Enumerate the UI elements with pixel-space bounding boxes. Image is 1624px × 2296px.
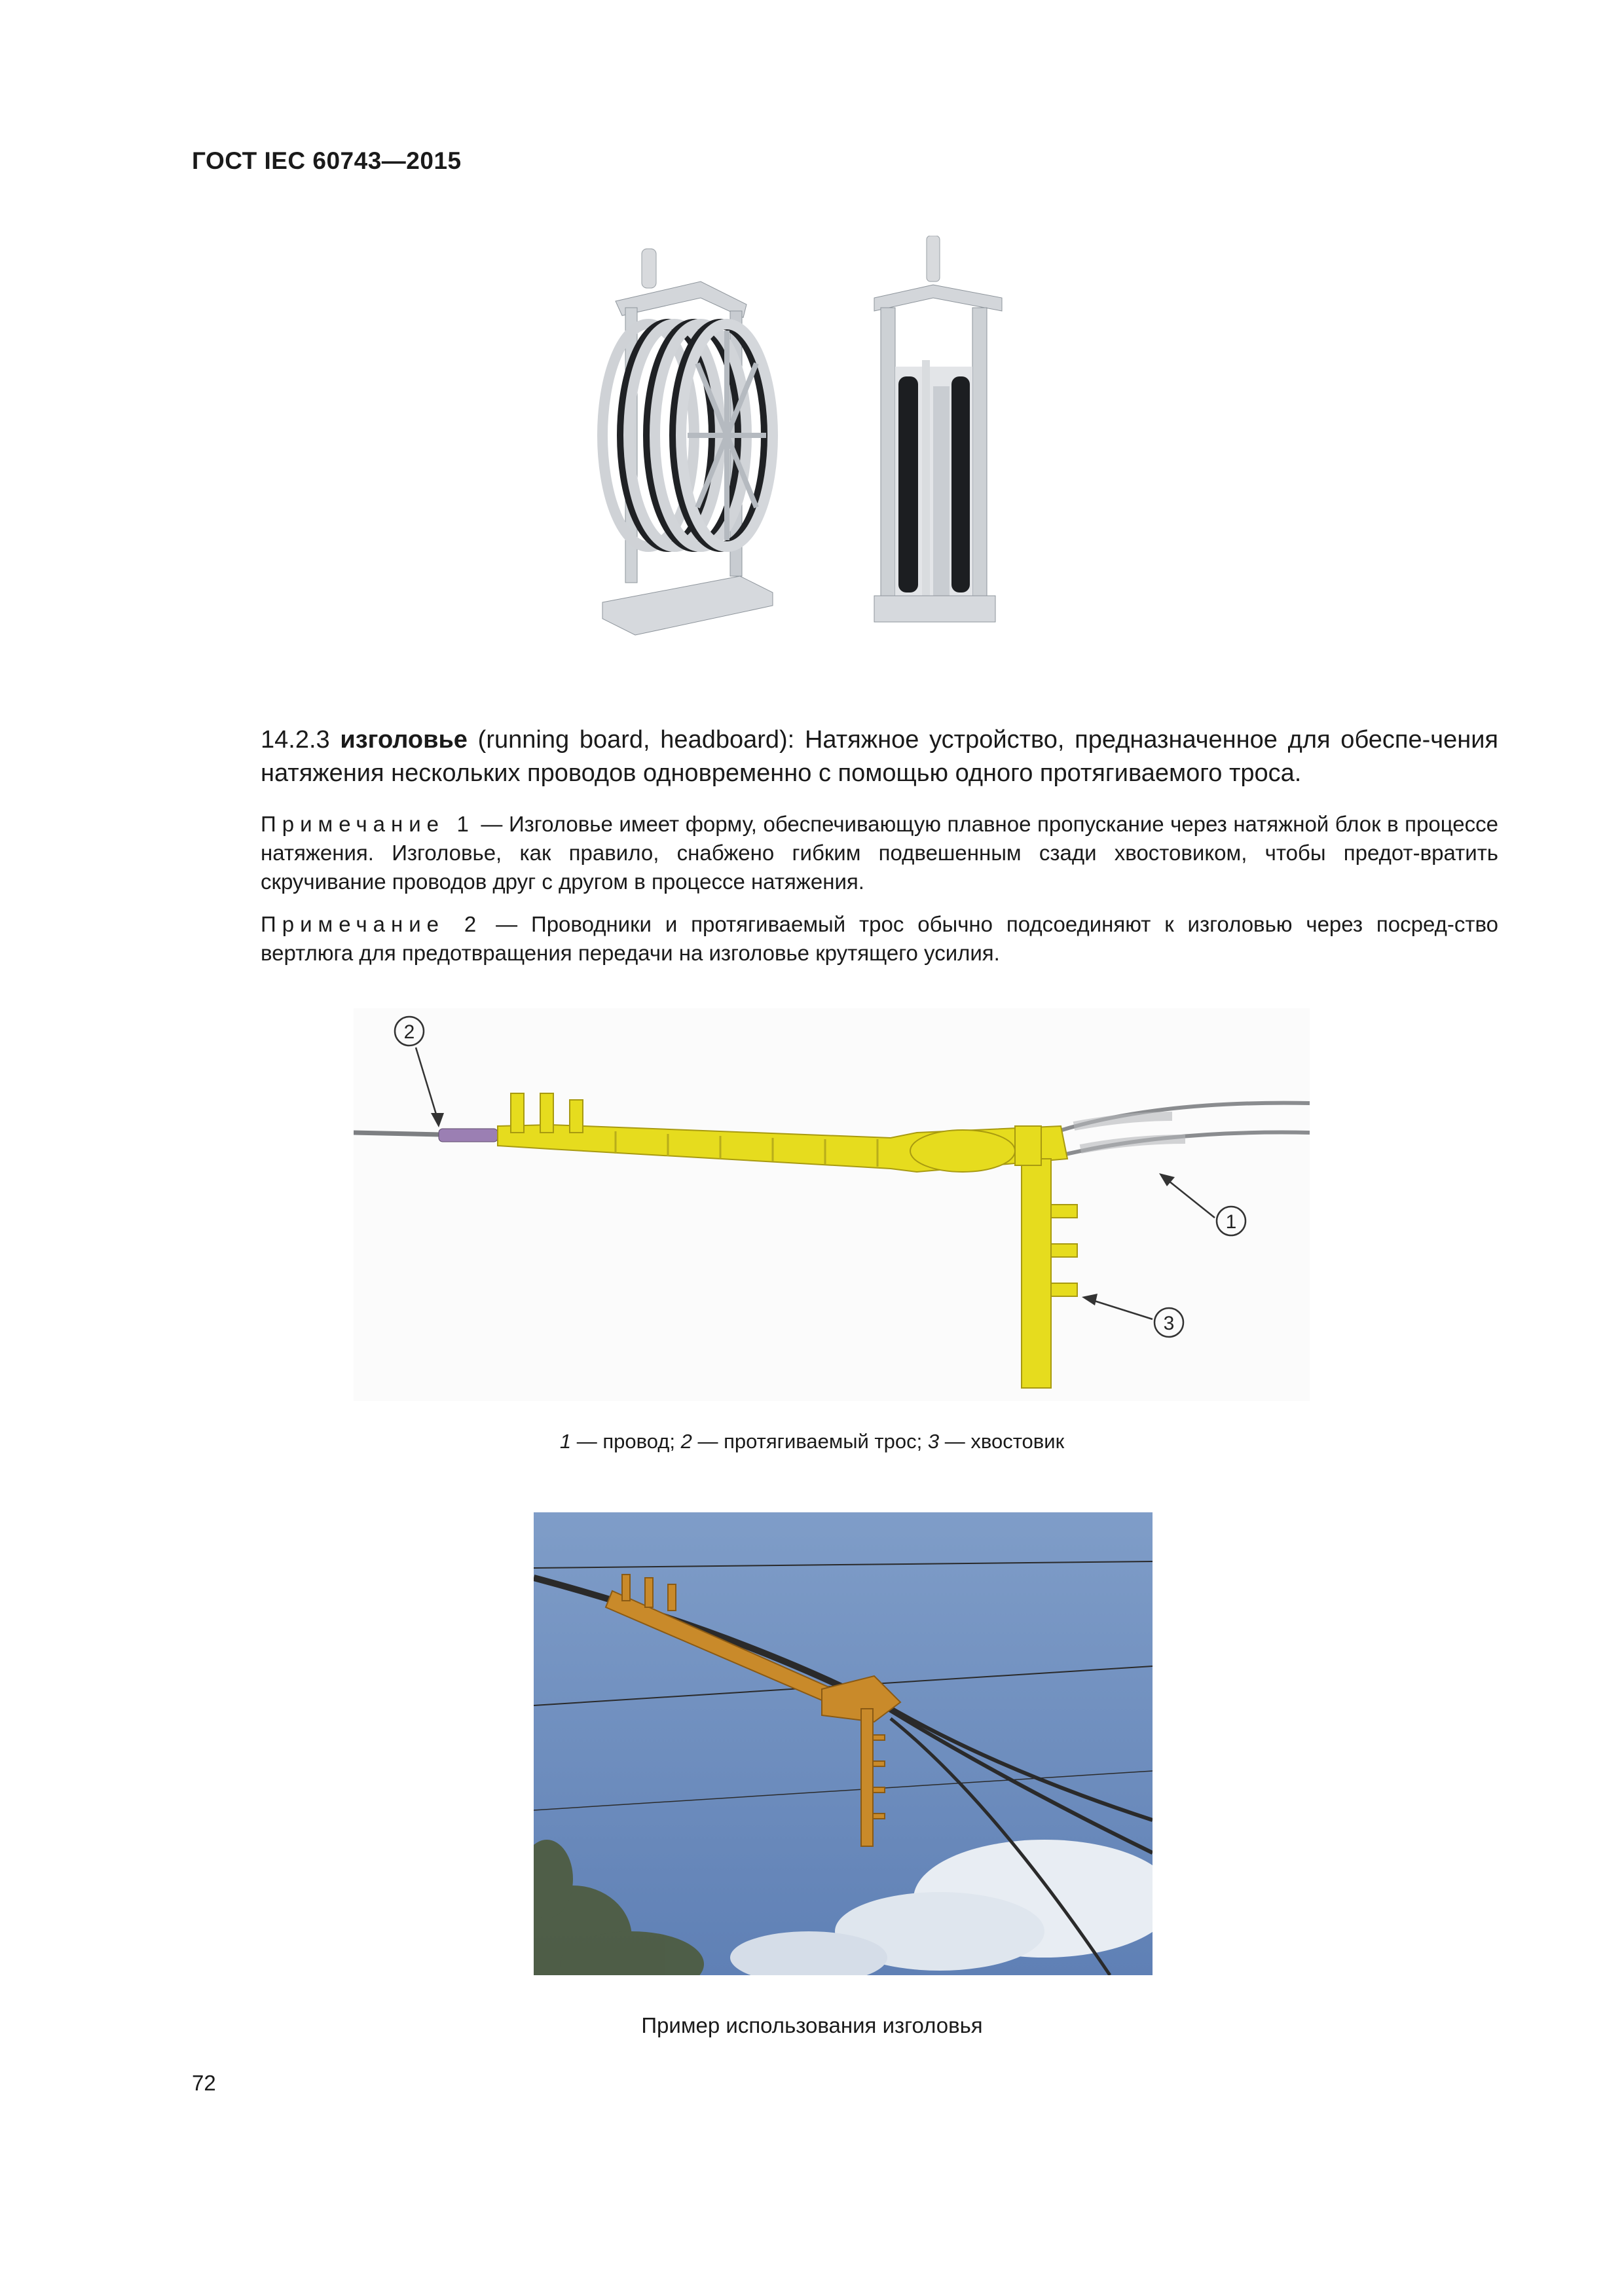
legend-text-1: — провод;: [576, 1430, 675, 1453]
note-1: [192, 810, 1498, 896]
svg-text:2: 2: [403, 1021, 415, 1043]
note-1-text: — Изголовье имеет форму, обеспечивающую плавное пропускание через натяжной блок в процессе натяжения. Изголовье, как правило, снабжено гибким подвешенным сзади хвостовиком, чтобы предот-вратить скручивание проводов друг с другом в процессе натяжения.: [261, 812, 1498, 894]
tail: [1022, 1159, 1051, 1388]
note-1-label: Примечание 1: [261, 812, 475, 836]
swivel: [439, 1129, 498, 1142]
multi-sheave-pulley-left: [602, 249, 773, 635]
running-board-diagram: [354, 1008, 1310, 1401]
definition-english: (running board, headboard):: [477, 726, 795, 754]
multi-sheave-pulley-right: [874, 236, 1002, 622]
legend-num-3: 3: [927, 1430, 940, 1453]
page-number: 72: [192, 2071, 216, 2095]
legend-num-1: 1: [559, 1430, 572, 1453]
definition-number: 14.2.3: [261, 726, 330, 754]
legend-text-2: — протягиваемый трос;: [697, 1430, 923, 1453]
running-board-photo: [534, 1512, 1153, 1975]
document-header: ГОСТ IEC 60743—2015: [192, 147, 462, 174]
definition-term: изголовье: [340, 726, 468, 754]
svg-text:1: 1: [1225, 1211, 1237, 1233]
note-2: [192, 910, 1498, 968]
definition-text: Натяжное устройство, предназначенное для обеспе-чения натяжения нескольких проводов одновременно с помощью одного протягиваемого троса.: [261, 726, 1498, 787]
svg-text:3: 3: [1163, 1313, 1175, 1334]
legend-num-2: 2: [680, 1430, 692, 1453]
legend-text-3: — хвостовик: [944, 1430, 1065, 1453]
note-2-label: Примечание 2: [261, 912, 483, 936]
figure-legend: [0, 1430, 1624, 1453]
pulley-blocks-image: [576, 236, 1100, 655]
note-2-text: — Проводники и протягиваемый трос обычно подсоединяют к изголовью через посред-ство вертлюга для предотвращения передачи на изголовье крутящего усилия.: [261, 912, 1498, 965]
photo-caption: Пример использования изголовья: [641, 2013, 983, 2037]
definition-14-2-3: [192, 723, 1498, 790]
